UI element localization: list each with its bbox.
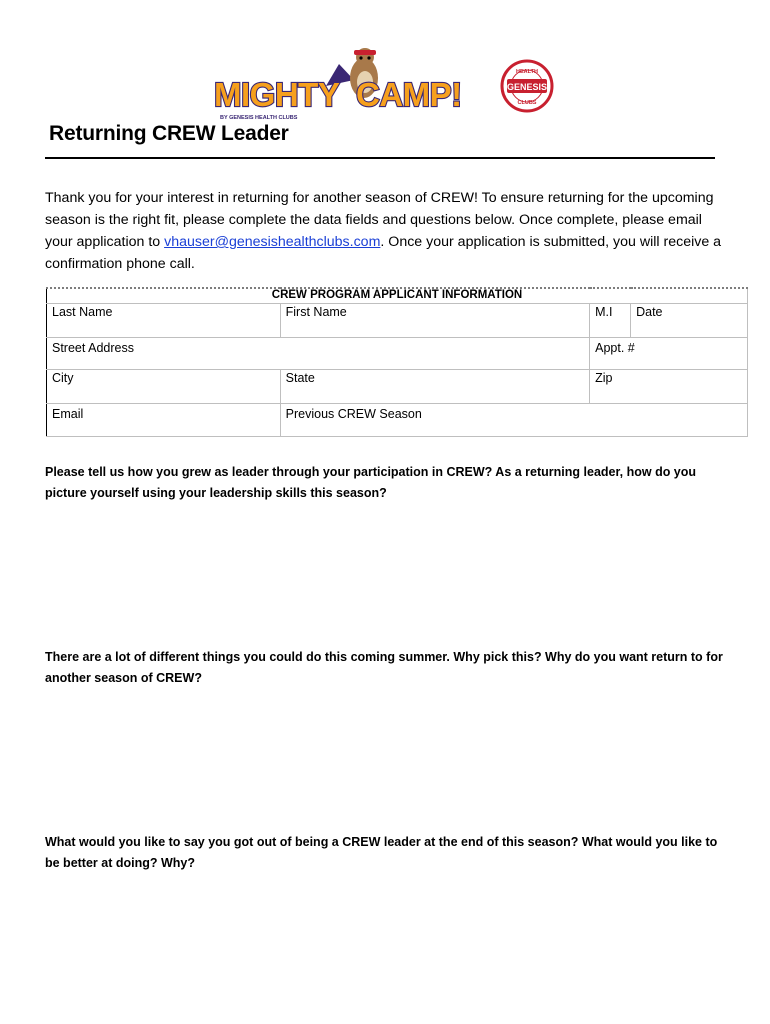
seal-genesis-text: GENESIS <box>506 82 548 92</box>
logo-graphic <box>214 46 554 126</box>
title-divider <box>45 157 715 159</box>
intro-text-after: . Once your application is submitted, you will receive a confirmation phone call. <box>45 234 722 272</box>
question-3: What would you like to say you got out of being a CREW leader at the end of this season? What would you like to be better at doing? Why? <box>45 835 718 870</box>
applicant-info-table <box>46 287 748 437</box>
page-title: Returning CREW Leader <box>49 122 289 145</box>
street-address-field[interactable]: Street Address <box>47 338 590 370</box>
city-field[interactable]: City <box>47 370 281 404</box>
question-1: Please tell us how you grew as leader through your participation in CREW? As a returning leader, how do you picture yourself using your leadership skills this season? <box>45 465 697 500</box>
question-2: There are a lot of different things you could do this coming summer. Why pick this? Why do you want return to for another season of CREW? <box>45 650 723 685</box>
logo-byline: BY GENESIS HEALTH CLUBS <box>220 115 298 121</box>
apt-field[interactable]: Appt. # <box>590 338 748 370</box>
logo-mighty-text: MIGHTY <box>214 76 340 113</box>
intro-paragraph <box>45 187 725 275</box>
state-field[interactable]: State <box>280 370 590 404</box>
table-heading: CREW PROGRAM APPLICANT INFORMATION <box>47 288 748 304</box>
logo-camp-text: CAMP! <box>356 76 462 113</box>
mighty-camp-logo <box>214 46 554 126</box>
seal-clubs-text: CLUBS <box>517 100 537 106</box>
seal-health-text: HEALTH <box>516 69 538 75</box>
genesis-seal <box>502 61 552 111</box>
intro-text-before: Thank you for your interest in returning for another season of CREW! To ensure returning for the upcoming season is the right fit, please complete the data fields and questions below. Once complete, please email your application to <box>45 190 714 250</box>
email-link[interactable]: vhauser@genesishealthclubs.com <box>164 234 381 250</box>
first-name-field[interactable]: First Name <box>280 304 590 338</box>
zip-field[interactable]: Zip <box>590 370 748 404</box>
previous-season-field[interactable]: Previous CREW Season <box>280 404 747 437</box>
date-field[interactable]: Date <box>631 304 748 338</box>
middle-initial-field[interactable]: M.I <box>590 304 631 338</box>
mascot-headband <box>354 50 376 55</box>
email-field[interactable]: Email <box>47 404 281 437</box>
last-name-field[interactable]: Last Name <box>47 304 281 338</box>
